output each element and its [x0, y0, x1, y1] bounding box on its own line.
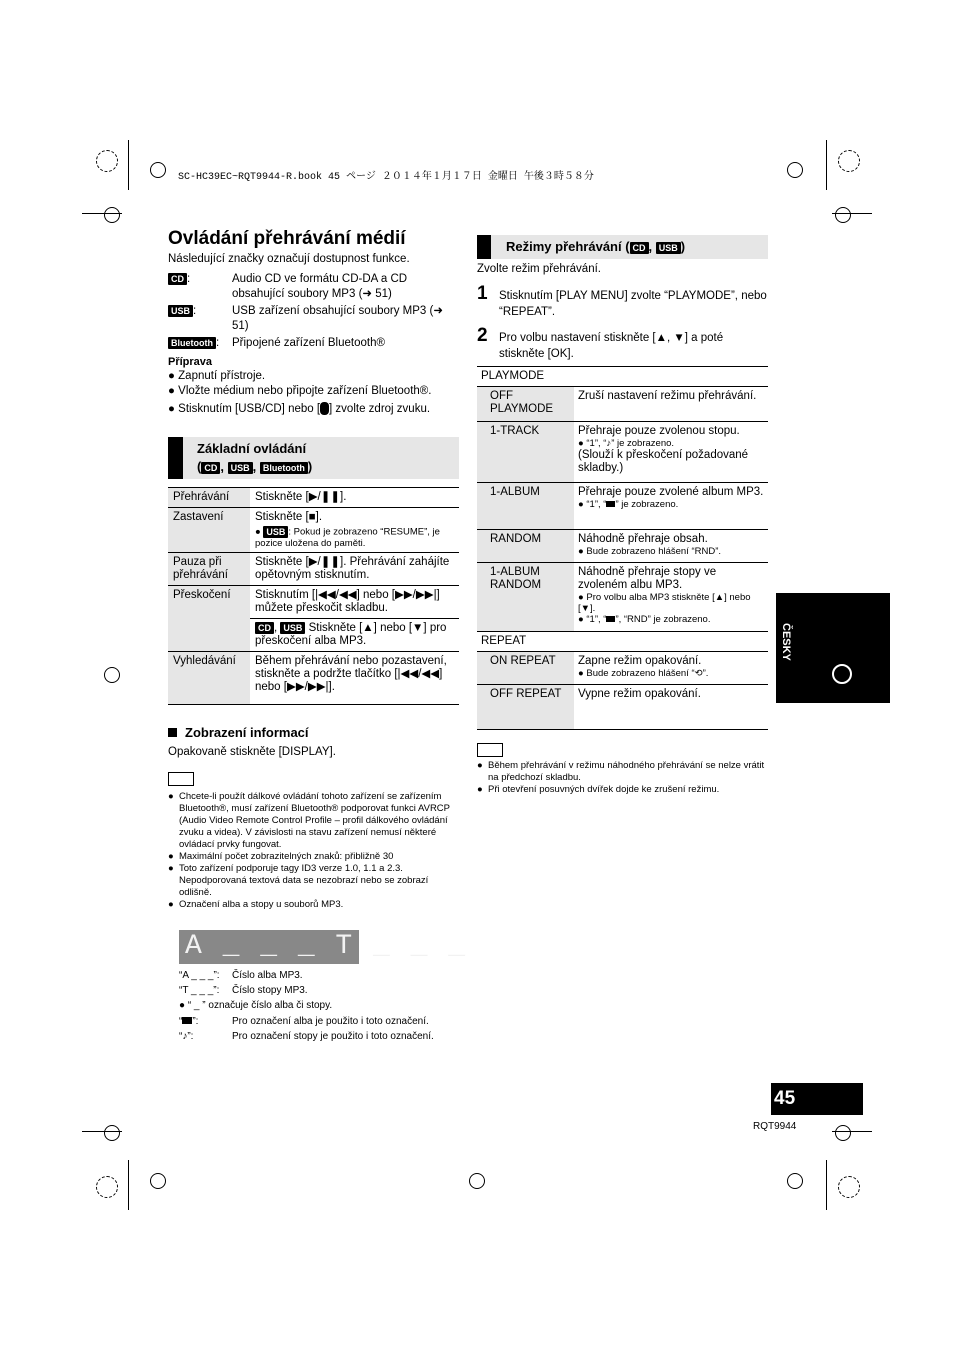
display-legend: “A _ _ _”: Číslo alba MP3. “T _ _ _”: Číslo stopy MP3. ● “ _ ” označuje číslo alba či stopy. “ ”: Pro označení alba je použito i toto označení. “♪”: Pro označení stopy je použito i toto označení.	[179, 970, 434, 1042]
display-text: A _ _ _ T _ _ _	[185, 931, 468, 962]
page-number-box	[771, 1083, 863, 1115]
crosshair-mark	[835, 207, 851, 223]
cd-badge: CD	[168, 273, 187, 285]
registration-mark	[96, 1176, 118, 1198]
legend-list	[168, 272, 460, 351]
list-item: ● Označení alba a stopy u souborů MP3.	[168, 899, 344, 910]
table-row: RANDOM Náhodně přehraje obsah. ● Bude zobrazeno hlášení “RND”.	[477, 530, 768, 563]
table-row: OFF REPEAT Vypne režim opakování.	[477, 685, 768, 730]
step-item: 2 Pro volbu nastavení stiskněte [▲, ▼] a poté stiskněte [OK].	[477, 325, 724, 360]
page-title: Ovládání přehrávání médií	[168, 228, 406, 249]
usb-badge: USB	[168, 305, 193, 317]
registration-mark	[838, 1176, 860, 1198]
right-notes-list	[477, 760, 767, 796]
prep-item: ● Vložte médium nebo připojte zařízení Bluetooth®.	[168, 385, 432, 397]
prep-list	[168, 369, 431, 417]
table-row: CD , USB Stiskněte [▲] nebo [▼] pro přeskočení alba MP3.	[168, 619, 459, 652]
side-tab-label: ČESKY	[780, 623, 792, 661]
repeat-icon: ⟲	[694, 668, 703, 679]
table-row: Vyhledávání Během přehrávání nebo pozastavení, stiskněte a podržte tlačítko [|◀◀/◀◀] nebo [▶▶/▶▶|].	[168, 652, 459, 705]
crosshair-mark	[104, 667, 120, 683]
basic-section-title: Základní ovládání	[197, 441, 307, 456]
crosshair-mark	[832, 664, 852, 684]
table-row: ON REPEAT Zapne režim opakování. ● Bude zobrazeno hlášení “⟲”.	[477, 652, 768, 685]
bluetooth-icon	[320, 402, 329, 415]
basic-controls-table	[168, 487, 459, 705]
playmode-intro: Zvolte režim přehrávání.	[477, 263, 601, 275]
basic-section-badges: ( CD , USB , Bluetooth )	[197, 459, 313, 474]
crosshair-mark	[835, 1125, 851, 1141]
list-item: ● Při otevření posuvných dvířek dojde ke zrušení režimu.	[477, 784, 720, 795]
table-row: OFF PLAYMODE Zruší nastavení režimu přehrávání.	[477, 387, 768, 422]
legend-text: Audio CD ve formátu CD-DA a CD obsahující soubory MP3 (➜ 51)	[232, 273, 408, 300]
intro-text: Následující značky označují dostupnost funkce.	[168, 253, 410, 265]
legend-item: Bluetooth : Připojené zařízení Bluetooth®	[168, 336, 460, 351]
crosshair-mark	[150, 162, 166, 178]
table-row: Přehrávání Stiskněte [▶/❚❚].	[168, 488, 459, 508]
legend-item: CD : Audio CD ve formátu CD-DA a CD obsahující soubory MP3 (➜ 51)	[168, 272, 460, 302]
list-item: ● Chcete-li použít dálkové ovládání tohoto zařízení se zařízením Bluetooth®, musí zařízení Bluetooth® podporovat funkci AVRCP (Audio Video Remote Control Profile – profil dálkového ovládání zvuku a videa). V závislosti na stavu zařízení nemusí některé ovládací prvky fungovat.	[168, 791, 450, 850]
table-row: Zastavení Stiskněte [■]. ● USB : Pokud je zobrazeno “RESUME”, je pozice uložena do paměti.	[168, 508, 459, 553]
legend-text: Připojené zařízení Bluetooth®	[232, 337, 385, 349]
display-panel	[179, 930, 468, 964]
crosshair-mark	[469, 1173, 485, 1189]
legend-text: USB zařízení obsahující soubory MP3 (➜ 51)	[232, 305, 443, 332]
list-item: ● Během přehrávání v režimu náhodného přehrávání se nelze vrátit na předchozí skladbu.	[477, 760, 765, 783]
table-row: Pauza při přehrávání Stiskněte [▶/❚❚]. Přehrávání zahájíte opětovným stisknutím.	[168, 553, 459, 586]
language-side-tab	[776, 593, 890, 703]
table-row: 1-TRACK Přehraje pouze zvolenou stopu. ● “1”, “♪” je zobrazeno. (Slouží k přeskočení požadované skladby.)	[477, 422, 768, 483]
info-text: Opakovaně stiskněte [DISPLAY].	[168, 746, 336, 758]
book-header: SC-HC39EC~RQT9944-R.book 45 ページ ２０１４年１月１７日 金曜日 午後３時５８分	[178, 172, 594, 183]
playmode-section-title: Režimy přehrávání ( CD , USB )	[506, 239, 686, 254]
crosshair-mark	[104, 1125, 120, 1141]
legend-item: USB : USB zařízení obsahující soubory MP3 (➜ 51)	[168, 304, 460, 334]
notes-list	[168, 791, 458, 911]
doc-code: RQT9944	[753, 1121, 797, 1132]
folder-icon	[182, 1017, 192, 1024]
crosshair-mark	[787, 162, 803, 178]
crosshair-mark	[787, 1173, 803, 1189]
crosshair-mark	[104, 207, 120, 223]
table-row: Přeskočení Stisknutím [|◀◀/◀◀] nebo [▶▶/▶▶|] můžete přeskočit skladbu.	[168, 586, 459, 619]
registration-mark	[838, 150, 860, 172]
note-book-icon	[168, 772, 194, 786]
info-section-title: Zobrazení informací	[168, 725, 309, 740]
steps-list	[477, 284, 767, 362]
crosshair-mark	[150, 1173, 166, 1189]
page-number: 45	[774, 1088, 796, 1109]
prep-item: ● Zapnutí přístroje.	[168, 370, 266, 382]
prep-item: ● Stisknutím [USB/CD] nebo [ ] zvolte zdroj zvuku.	[168, 403, 431, 415]
playmode-table: PLAYMODE OFF PLAYMODE Zruší nastavení režimu přehrávání. 1-TRACK Přehraje pouze zvolenou stopu. ● “1”, “♪” je zobrazeno. (Slouží k přeskočení požadované skladby.) 1-ALBUM Přehraje pouze zvolené album MP3. ● “1”, “ ” je zobrazeno. RANDOM Náhodně přehraje obsah. ● Bude zobrazeno hlášení “RND”. 1-ALBUM RANDOM Náhodně přehraje stopy ve zvoleném albu MP3. ● Pro volbu alba MP3 stiskněte [▲] nebo [▼]. ● “1”, “ ”, “RND” je zobrazeno. REPEAT ON REPEAT Zapne režim opakování. ● Bude zobrazeno hlášení “⟲”. OFF REPEAT Vypne režim opakování.	[477, 366, 768, 730]
note-icon: ♪	[182, 1031, 188, 1042]
note-book-icon	[477, 743, 503, 757]
table-row: 1-ALBUM Přehraje pouze zvolené album MP3. ● “1”, “ ” je zobrazeno.	[477, 483, 768, 530]
prep-title: Příprava	[168, 356, 213, 368]
list-item: ● Maximální počet zobrazitelných znaků: přibližně 30	[168, 851, 394, 862]
list-item: ● Toto zařízení podporuje tagy ID3 verze 1.0, 1.1 a 2.3. Nepodporovaná textová data se nezobrazí nebo se zobrazí odlišně.	[168, 863, 429, 898]
bluetooth-badge: Bluetooth	[168, 337, 216, 349]
registration-mark	[96, 150, 118, 172]
table-row: 1-ALBUM RANDOM Náhodně přehraje stopy ve zvoleném albu MP3. ● Pro volbu alba MP3 stiskněte [▲] nebo [▼]. ● “1”, “ ”, “RND” je zobrazeno.	[477, 563, 768, 632]
step-item: 1 Stisknutím [PLAY MENU] zvolte “PLAYMODE”, nebo “REPEAT”.	[477, 283, 767, 318]
